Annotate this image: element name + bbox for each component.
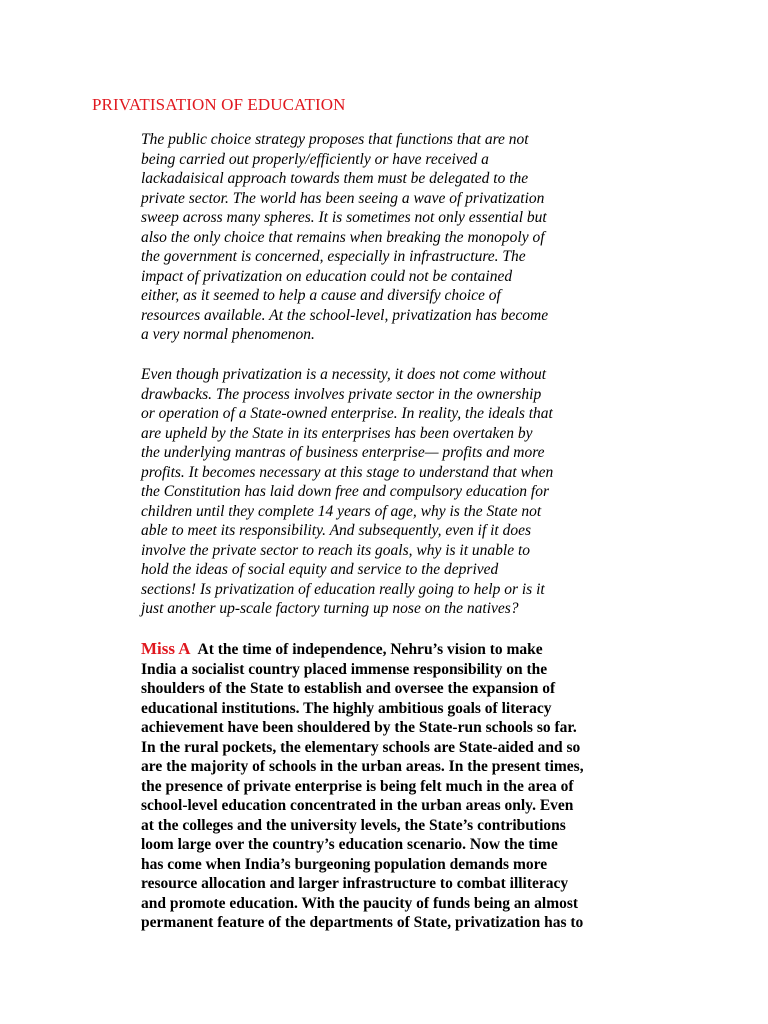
- text-line: the underlying mantras of business enterprise— profits and more: [141, 444, 545, 461]
- text-line: resource allocation and larger infrastructure to combat illiteracy: [141, 875, 569, 892]
- text-line: the presence of private enterprise is being felt much in the area of: [141, 777, 574, 795]
- text-line: drawbacks. The process involves private sector in the ownership: [141, 385, 542, 403]
- text-line: loom large over the country’s education scenario. Now the time: [141, 836, 558, 853]
- text-line: just another up-scale factory turning up nose on the natives?: [141, 600, 519, 617]
- text-line: has come when India’s burgeoning population demands more: [141, 855, 548, 873]
- text-line: or operation of a State-owned enterprise. In reality, the ideals that: [141, 405, 553, 422]
- text-line: sections! Is privatization of education really going to help or is it: [141, 580, 545, 598]
- text-line: at the colleges and the university levels, the State’s contributions: [141, 816, 566, 834]
- text-line: and promote education. With the paucity of funds being an almost: [141, 894, 579, 912]
- abstract-paragraph-2: [141, 365, 625, 619]
- text-line: India a socialist country placed immense responsibility on the: [141, 660, 548, 678]
- text-line: educational institutions. The highly ambitious goals of literacy: [141, 699, 552, 717]
- document-heading: PRIVATISATION OF EDUCATION: [92, 95, 346, 114]
- text-line: hold the ideas of social equity and service to the deprived: [141, 561, 499, 578]
- text-line: sweep across many spheres. It is sometimes not only essential but: [141, 209, 547, 226]
- text-line: school-level education concentrated in the urban areas only. Even: [141, 797, 574, 814]
- text-line: impact of privatization on education could not be contained: [141, 267, 513, 285]
- text-line: the government is concerned, especially in infrastructure. The: [141, 248, 526, 265]
- text-line: private sector. The world has been seeing a wave of privatization: [141, 189, 545, 207]
- text-line: In the rural pockets, the elementary schools are State-aided and so: [141, 738, 581, 756]
- text-line: resources available. At the school-level, privatization has become: [141, 306, 549, 324]
- abstract-paragraph-1: [141, 130, 625, 345]
- text-line: the Constitution has laid down free and compulsory education for: [141, 483, 550, 500]
- text-line: The public choice strategy proposes that functions that are not: [141, 131, 529, 148]
- text-line: being carried out properly/efficiently or have received a: [141, 150, 489, 168]
- text-line: lackadaisical approach towards them must be delegated to the: [141, 170, 529, 187]
- text-line: children until they complete 14 years of age, why is the State not: [141, 502, 542, 520]
- text-line: Even though privatization is a necessity, it does not come without: [141, 366, 547, 383]
- text-line: a very normal phenomenon.: [141, 326, 315, 343]
- text-line: shoulders of the State to establish and oversee the expansion of: [141, 680, 556, 697]
- text-line-rest: At the time of independence, Nehru’s vision to make: [197, 641, 543, 658]
- text-line: involve the private sector to reach its goals, why is it unable to: [141, 541, 531, 559]
- text-line: also the only choice that remains when breaking the monopoly of: [141, 228, 545, 246]
- speaker-name: Miss A: [141, 639, 191, 658]
- text-line: are the majority of schools in the urban areas. In the present times,: [141, 758, 584, 775]
- text-line: [141, 639, 625, 660]
- speaker-paragraph: [141, 639, 625, 933]
- text-line: able to meet its responsibility. And subsequently, even if it does: [141, 522, 532, 539]
- text-line: are upheld by the State in its enterprises has been overtaken by: [141, 424, 533, 442]
- text-line: achievement have been shouldered by the State-run schools so far.: [141, 719, 577, 736]
- text-line: either, as it seemed to help a cause and diversify choice of: [141, 287, 501, 304]
- text-line: profits. It becomes necessary at this stage to understand that when: [141, 463, 554, 481]
- text-line: permanent feature of the departments of State, privatization has to: [141, 914, 584, 931]
